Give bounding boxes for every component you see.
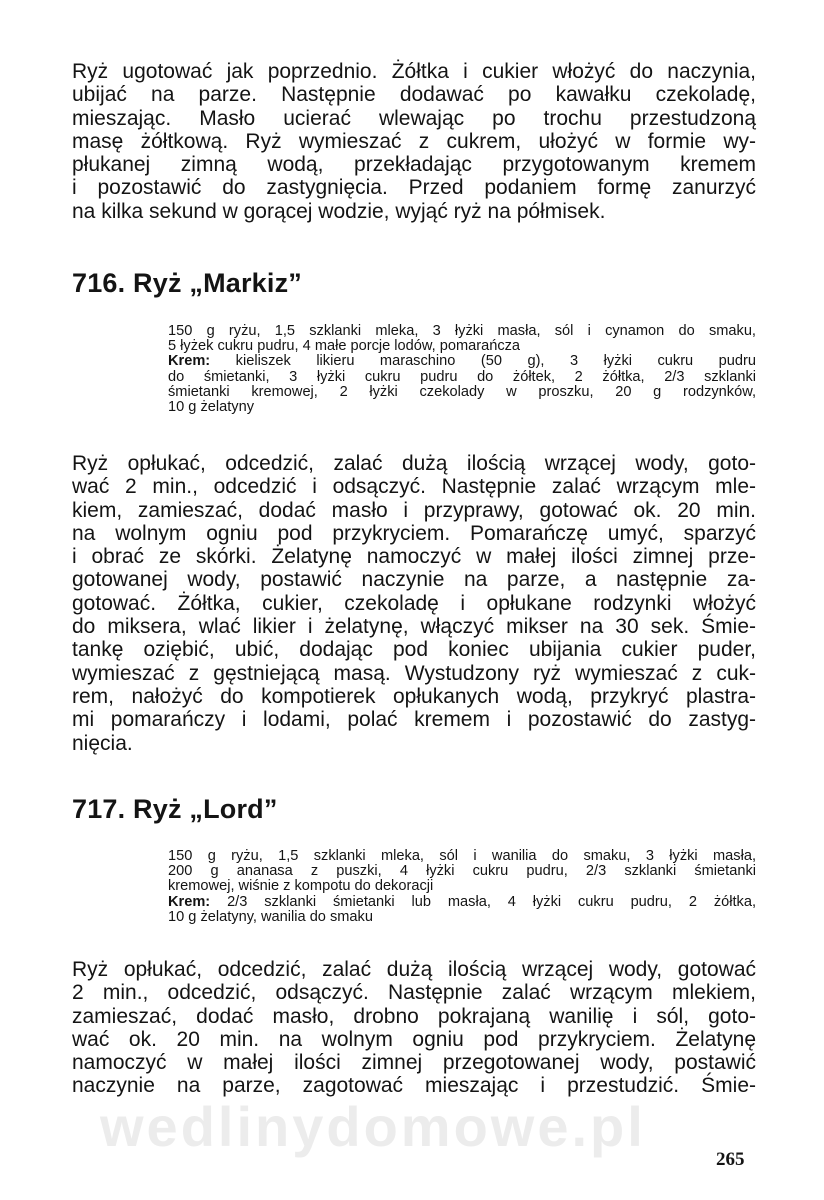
text-line: rem, nałożyć do kompotierek opłukanych wodą, przykryć plastra- [72, 684, 756, 708]
recipe-717-ingredients [168, 849, 756, 925]
recipe-716-method [72, 452, 756, 755]
recipe-716-ingredients [168, 324, 756, 415]
krem-label: Krem: [168, 353, 211, 370]
text-line: 2 min., odcedzić, odsączyć. Następnie zalać wrzącym mlekiem, [72, 981, 756, 1005]
text-line: na wolnym ogniu pod przykryciem. Pomarańczę umyć, sparzyć [72, 521, 756, 545]
recipe-title-717: 717. Ryż „Lord” [72, 794, 278, 824]
text-line: nięcia. [72, 731, 133, 755]
text-line: i pozostawić do zastygnięcia. Przed podaniem formę zanurzyć [72, 176, 756, 200]
ingredient-line: kremowej, wiśnie z kompotu do dekoracji [168, 878, 434, 895]
text-line: mieszając. Masło ucierać wlewając po trochu przestudzoną [72, 106, 756, 130]
text-line: Ryż opłukać, odcedzić, zalać dużą ilością wrzącej wody, gotować [72, 958, 756, 981]
text-line: płukanej zimną wodą, przekładając przygotowanym kremem [72, 153, 756, 177]
ingredient-line: 10 g żelatyny, wanilia do smaku [168, 908, 373, 925]
text-line: i obrać ze skórki. Żelatynę namoczyć w małej ilości zimnej prze- [72, 545, 756, 569]
text-line: wać ok. 20 min. na wolnym ogniu pod przykryciem. Żelatynę [72, 1027, 756, 1051]
ingredient-line: 150 g ryżu, 1,5 szklanki mleka, 3 łyżki masła, sól i cynamon do smaku, [168, 323, 756, 339]
text-line: naczynie na parze, zagotować mieszając i przestudzić. Śmie- [72, 1074, 756, 1098]
text-line: wać 2 min., odcedzić i odsączyć. Następnie zalać wrzącym mle- [72, 475, 756, 499]
krem-label: Krem: [168, 893, 211, 910]
text-line: Ryż ugotować jak poprzednio. Żółtka i cukier włożyć do naczynia, [72, 60, 756, 83]
text-line: mi pomarańczy i lodami, polać kremem i pozostawić do zastyg- [72, 708, 756, 732]
text-line: zamieszać, dodać masło, drobno pokrajaną wanilię i sól, goto- [72, 1004, 756, 1028]
recipe-title-716: 716. Ryż „Markiz” [72, 268, 302, 298]
text-line: namoczyć w małej ilości zimnej przegotowanej wody, postawić [72, 1051, 756, 1075]
text-line: do miksera, wlać likier i żelatynę, włączyć mikser na 30 sek. Śmie- [72, 615, 756, 639]
krem-text: kieliszek likieru maraschino (50 g), 3 łyżki cukru pudru [235, 353, 756, 370]
ingredient-line [168, 895, 756, 910]
text-line: na kilka sekund w gorącej wodzie, wyjąć ryż na półmisek. [72, 199, 606, 223]
ingredient-line: śmietanki kremowej, 2 łyżki czekolady w proszku, 20 g rodzynków, [168, 383, 756, 400]
page-number: 265 [716, 1149, 745, 1170]
ingredient-line: 10 g żelatyny [168, 399, 254, 416]
ingredient-line: do śmietanki, 3 łyżki cukru pudru do żółtek, 2 żółtka, 2/3 szklanki [168, 368, 756, 385]
intro-paragraph [72, 60, 756, 223]
text-line: kiem, zamieszać, dodać masło i przyprawy, gotować ok. 20 min. [72, 498, 756, 522]
text-line: gotowanej wody, postawić naczynie na parze, a następnie za- [72, 568, 756, 592]
krem-text: 2/3 szklanki śmietanki lub masła, 4 łyżki cukru pudru, 2 żółtka, [227, 893, 757, 910]
recipe-717-method [72, 958, 756, 1098]
ingredient-line: 5 łyżek cukru pudru, 4 małe porcje lodów, pomarańcza [168, 338, 521, 355]
text-line: masę żółtkową. Ryż wymieszać z cukrem, ułożyć w formie wy- [72, 129, 756, 153]
ingredient-line: 200 g ananasa z puszki, 4 łyżki cukru pudru, 2/3 szklanki śmietanki [168, 863, 756, 880]
text-line: Ryż opłukać, odcedzić, zalać dużą ilością wrzącej wody, goto- [72, 452, 756, 475]
ingredient-line [168, 354, 756, 369]
text-line: tankę oziębić, ubić, dodając pod koniec ubijania cukier puder, [72, 638, 756, 662]
ingredient-line: 150 g ryżu, 1,5 szklanki mleka, sól i wanilia do smaku, 3 łyżki masła, [168, 848, 756, 864]
text-line: ubijać na parze. Następnie dodawać po kawałku czekoladę, [72, 83, 756, 107]
text-line: gotować. Żółtka, cukier, czekoladę i opłukane rodzynki włożyć [72, 591, 756, 615]
watermark: wedlinydomowe.pl [100, 1095, 646, 1158]
text-line: wymieszać z gęstniejącą masą. Wystudzony ryż wymieszać z cuk- [72, 661, 756, 685]
